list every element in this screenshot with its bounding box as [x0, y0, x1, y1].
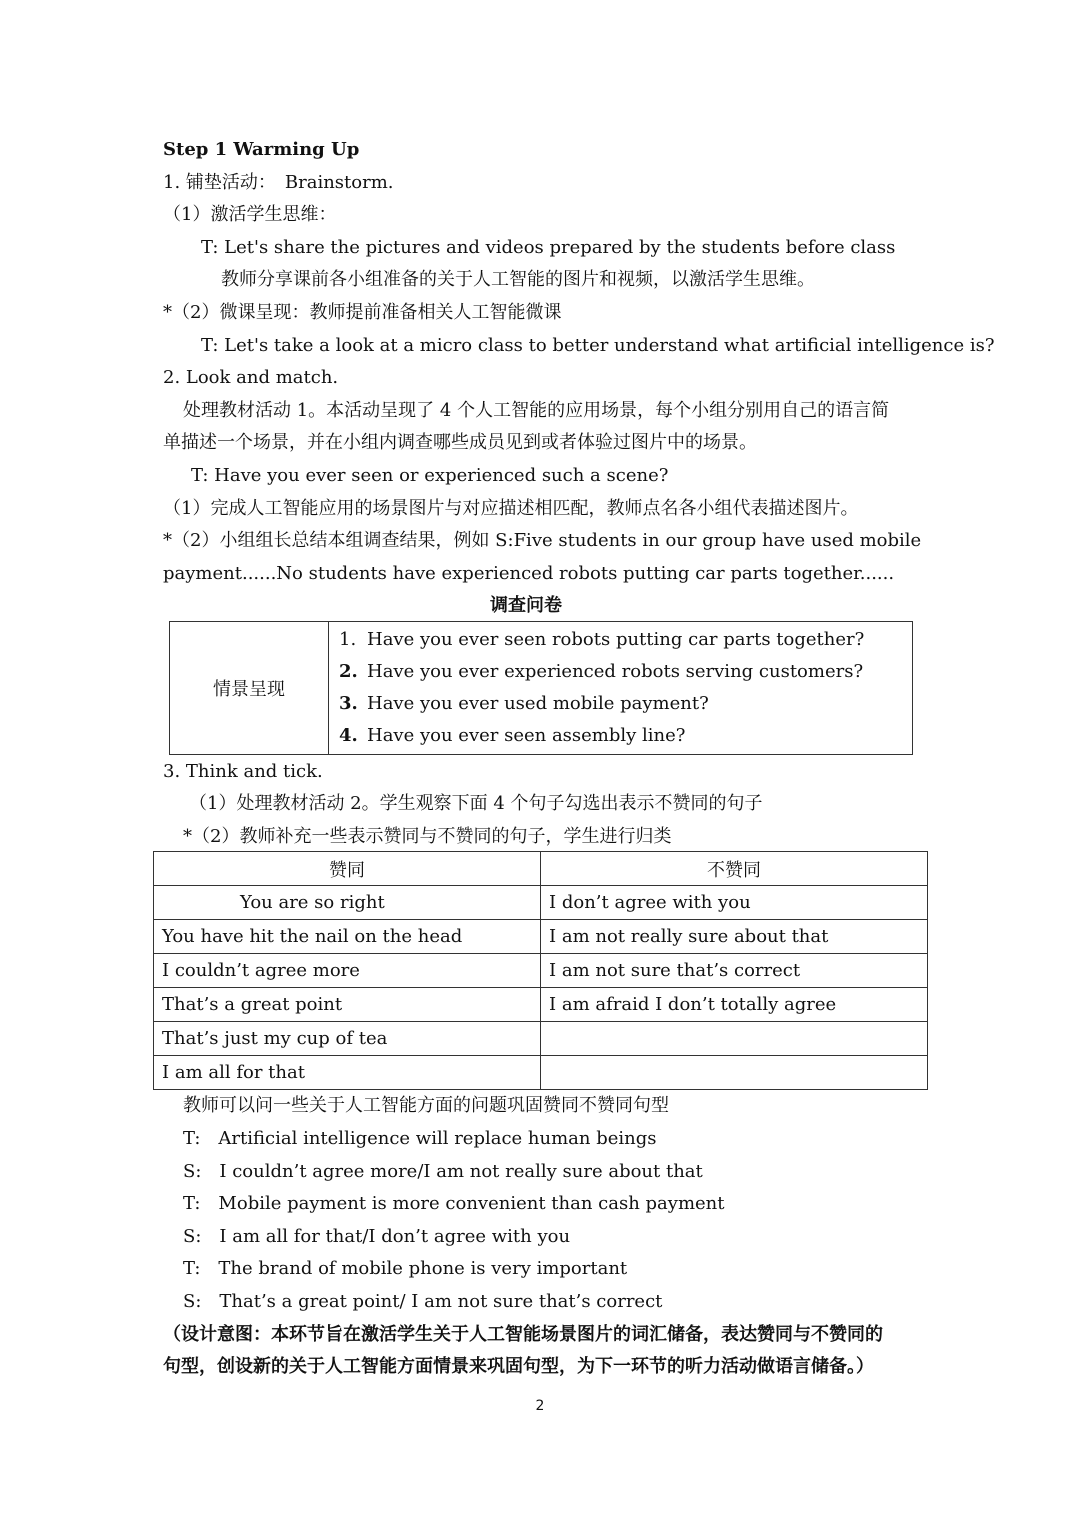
- paragraph: T: Let's share the pictures and videos prepared by the students before class: [201, 237, 896, 258]
- paragraph: 单描述一个场景，并在小组内调查哪些成员见到或者体验过图片中的场景。: [163, 432, 757, 453]
- disagree-cell: [541, 1056, 928, 1090]
- step-title: Step 1 Warming Up: [163, 139, 360, 160]
- survey-label: 情景呈现: [170, 622, 329, 755]
- activity-3-heading: 3. Think and tick.: [163, 761, 323, 782]
- dialogue-line: S: I am all for that/I don’t agree with you: [183, 1226, 571, 1247]
- paragraph: T: Let's take a look at a micro class to better understand what artificial intelligence is?: [201, 335, 995, 356]
- agree-disagree-table: [153, 851, 928, 1090]
- page-number: 2: [535, 1398, 545, 1414]
- paragraph: *（2）微课呈现：教师提前准备相关人工智能微课: [163, 302, 562, 323]
- dialogue-line: T: The brand of mobile phone is very important: [183, 1258, 628, 1279]
- survey-questions: [329, 622, 913, 755]
- paragraph: 处理教材活动 1。本活动呈现了 4 个人工智能的应用场景，每个小组分别用自己的语言简: [183, 400, 890, 421]
- paragraph: （1）激活学生思维：: [163, 204, 337, 225]
- design-intent: （设计意图：本环节旨在激活学生关于人工智能场景图片的词汇储备，表达赞同与不赞同的: [163, 1324, 883, 1345]
- survey-question: 4. Have you ever seen assembly line?: [339, 725, 686, 746]
- dialogue-line: T: Mobile payment is more convenient than cash payment: [183, 1193, 725, 1214]
- disagree-cell: [541, 1022, 928, 1056]
- paragraph: （1）完成人工智能应用的场景图片与对应描述相匹配，教师点名各小组代表描述图片。: [163, 498, 859, 519]
- survey-question: 3. Have you ever used mobile payment?: [339, 693, 709, 714]
- survey-question: 2. Have you ever experienced robots serving customers?: [339, 661, 864, 682]
- paragraph: （1）处理教材活动 2。学生观察下面 4 个句子勾选出表示不赞同的句子: [189, 793, 763, 814]
- dialogue-line: T: Artificial intelligence will replace human beings: [183, 1128, 657, 1149]
- activity-2-heading: 2. Look and match.: [163, 367, 339, 388]
- agree-cell: That’s just my cup of tea: [154, 1022, 541, 1056]
- agree-header: 赞同: [154, 852, 541, 886]
- disagree-cell: I am not really sure about that: [541, 920, 928, 954]
- design-intent: 句型，创设新的关于人工智能方面情景来巩固句型，为下一环节的听力活动做语言储备。）: [163, 1356, 874, 1377]
- paragraph: 教师可以问一些关于人工智能方面的问题巩固赞同不赞同句型: [183, 1095, 669, 1116]
- activity-1-heading: 1. 铺垫活动： Brainstorm.: [163, 172, 394, 193]
- paragraph: *（2）教师补充一些表示赞同与不赞同的句子，学生进行归类: [183, 826, 672, 847]
- paragraph: T: Have you ever seen or experienced such a scene?: [191, 465, 669, 486]
- paragraph: *（2）小组组长总结本组调查结果，例如 S:Five students in our group have used mobile: [163, 530, 922, 551]
- dialogue-line: S: I couldn’t agree more/I am not really sure about that: [183, 1161, 703, 1182]
- agree-cell: You have hit the nail on the head: [154, 920, 541, 954]
- survey-title: 调查问卷: [490, 595, 562, 616]
- agree-cell: I am all for that: [154, 1056, 541, 1090]
- paragraph: 教师分享课前各小组准备的关于人工智能的图片和视频，以激活学生思维。: [221, 269, 815, 290]
- disagree-cell: I am not sure that’s correct: [541, 954, 928, 988]
- agree-cell: That’s a great point: [154, 988, 541, 1022]
- paragraph: payment......No students have experienced robots putting car parts together......: [163, 563, 895, 584]
- disagree-header: 不赞同: [541, 852, 928, 886]
- dialogue-line: S: That’s a great point/ I am not sure that’s correct: [183, 1291, 663, 1312]
- agree-cell: You are so right: [154, 886, 541, 920]
- survey-table: [169, 621, 913, 755]
- agree-cell: I couldn’t agree more: [154, 954, 541, 988]
- disagree-cell: I am afraid I don’t totally agree: [541, 988, 928, 1022]
- survey-question: 1. Have you ever seen robots putting car parts together?: [339, 629, 865, 650]
- disagree-cell: I don’t agree with you: [541, 886, 928, 920]
